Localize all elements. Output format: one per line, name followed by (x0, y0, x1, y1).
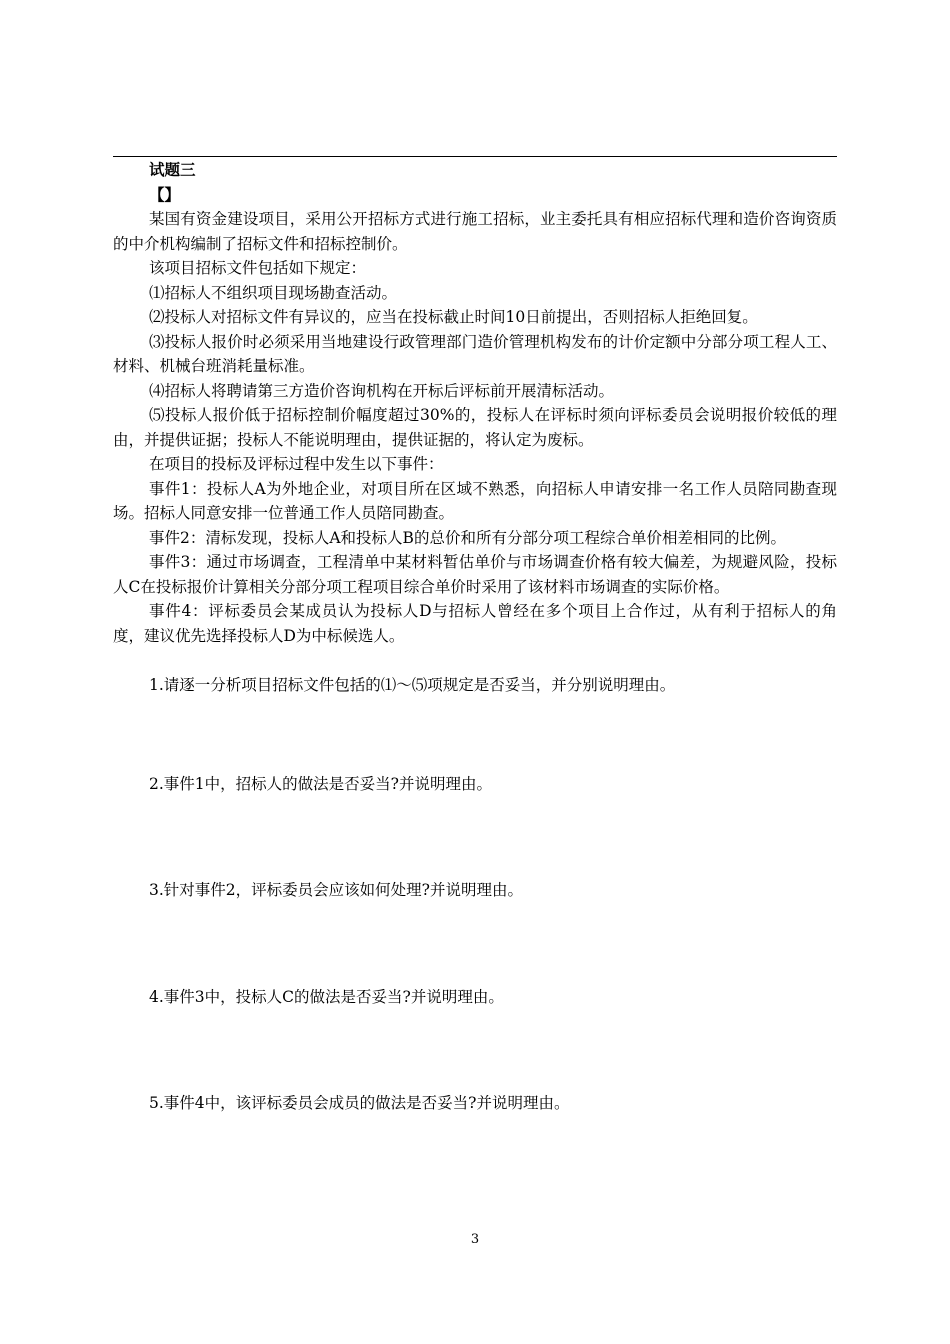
event-item: 事件1：投标人A为外地企业，对项目所在区域不熟悉，向招标人申请安排一名工作人员陪同勘查现场。招标人同意安排一位普通工作人员陪同勘查。 (113, 479, 837, 522)
rule-item: ⑵投标人对招标文件有异议的，应当在投标截止时间10日前提出，否则招标人拒绝回复。 (149, 308, 758, 326)
events-intro: 在项目的投标及评标过程中发生以下事件： (149, 455, 444, 473)
event-item: 事件3：通过市场调查，工程清单中某材料暂估单价与市场调查价格有较大偏差，为规避风险，投标人C在投标报价计算相关分部分项工程项目综合单价时采用了该材料市场调查的实际价格。 (113, 553, 837, 596)
question-item: 3.针对事件2，评标委员会应该如何处理?并说明理由。 (149, 881, 523, 899)
question-item: 4.事件3中，投标人C的做法是否妥当?并说明理由。 (149, 987, 504, 1006)
rule-item: ⑶投标人报价时必须采用当地建设行政管理部门造价管理机构发布的计价定额中分部分项工程人工、材料、机械台班消耗量标准。 (113, 332, 837, 375)
question-item: 5.事件4中，该评标委员会成员的做法是否妥当?并说明理由。 (149, 1094, 570, 1112)
rule-item: ⑸投标人报价低于招标控制价幅度超过30%的，投标人在评标时须向评标委员会说明报价较低的理由，并提供证据；投标人不能说明理由，提供证据的，将认定为废标。 (113, 406, 837, 449)
question-item: 2.事件1中，招标人的做法是否妥当?并说明理由。 (149, 774, 492, 793)
rules-intro: 该项目招标文件包括如下规定： (149, 259, 367, 277)
intro-paragraph: 某国有资金建设项目，采用公开招标方式进行施工招标，业主委托具有相应招标代理和造价咨询资质的中介机构编制了招标文件和招标控制价。 (113, 210, 837, 253)
event-item: 事件2：清标发现，投标人A和投标人B的总价和所有分部分项工程综合单价相差相同的比例。 (149, 528, 786, 547)
question-heading: 试题三 (149, 160, 196, 179)
rule-item: ⑷招标人将聘请第三方造价咨询机构在开标后评标前开展清标活动。 (149, 381, 615, 400)
page-number: 3 (470, 1232, 480, 1247)
event-item: 事件4：评标委员会某成员认为投标人D与招标人曾经在多个项目上合作过，从有利于招标人的角度，建议优先选择投标人D为中标候选人。 (113, 602, 837, 645)
section-bracket: 【】 (149, 184, 181, 204)
rule-item: ⑴招标人不组织项目现场勘查活动。 (149, 283, 398, 302)
question-body (113, 158, 837, 1116)
header-rule (113, 156, 837, 157)
question-item: 1.请逐一分析项目招标文件包括的⑴～⑸项规定是否妥当，并分别说明理由。 (149, 676, 676, 694)
